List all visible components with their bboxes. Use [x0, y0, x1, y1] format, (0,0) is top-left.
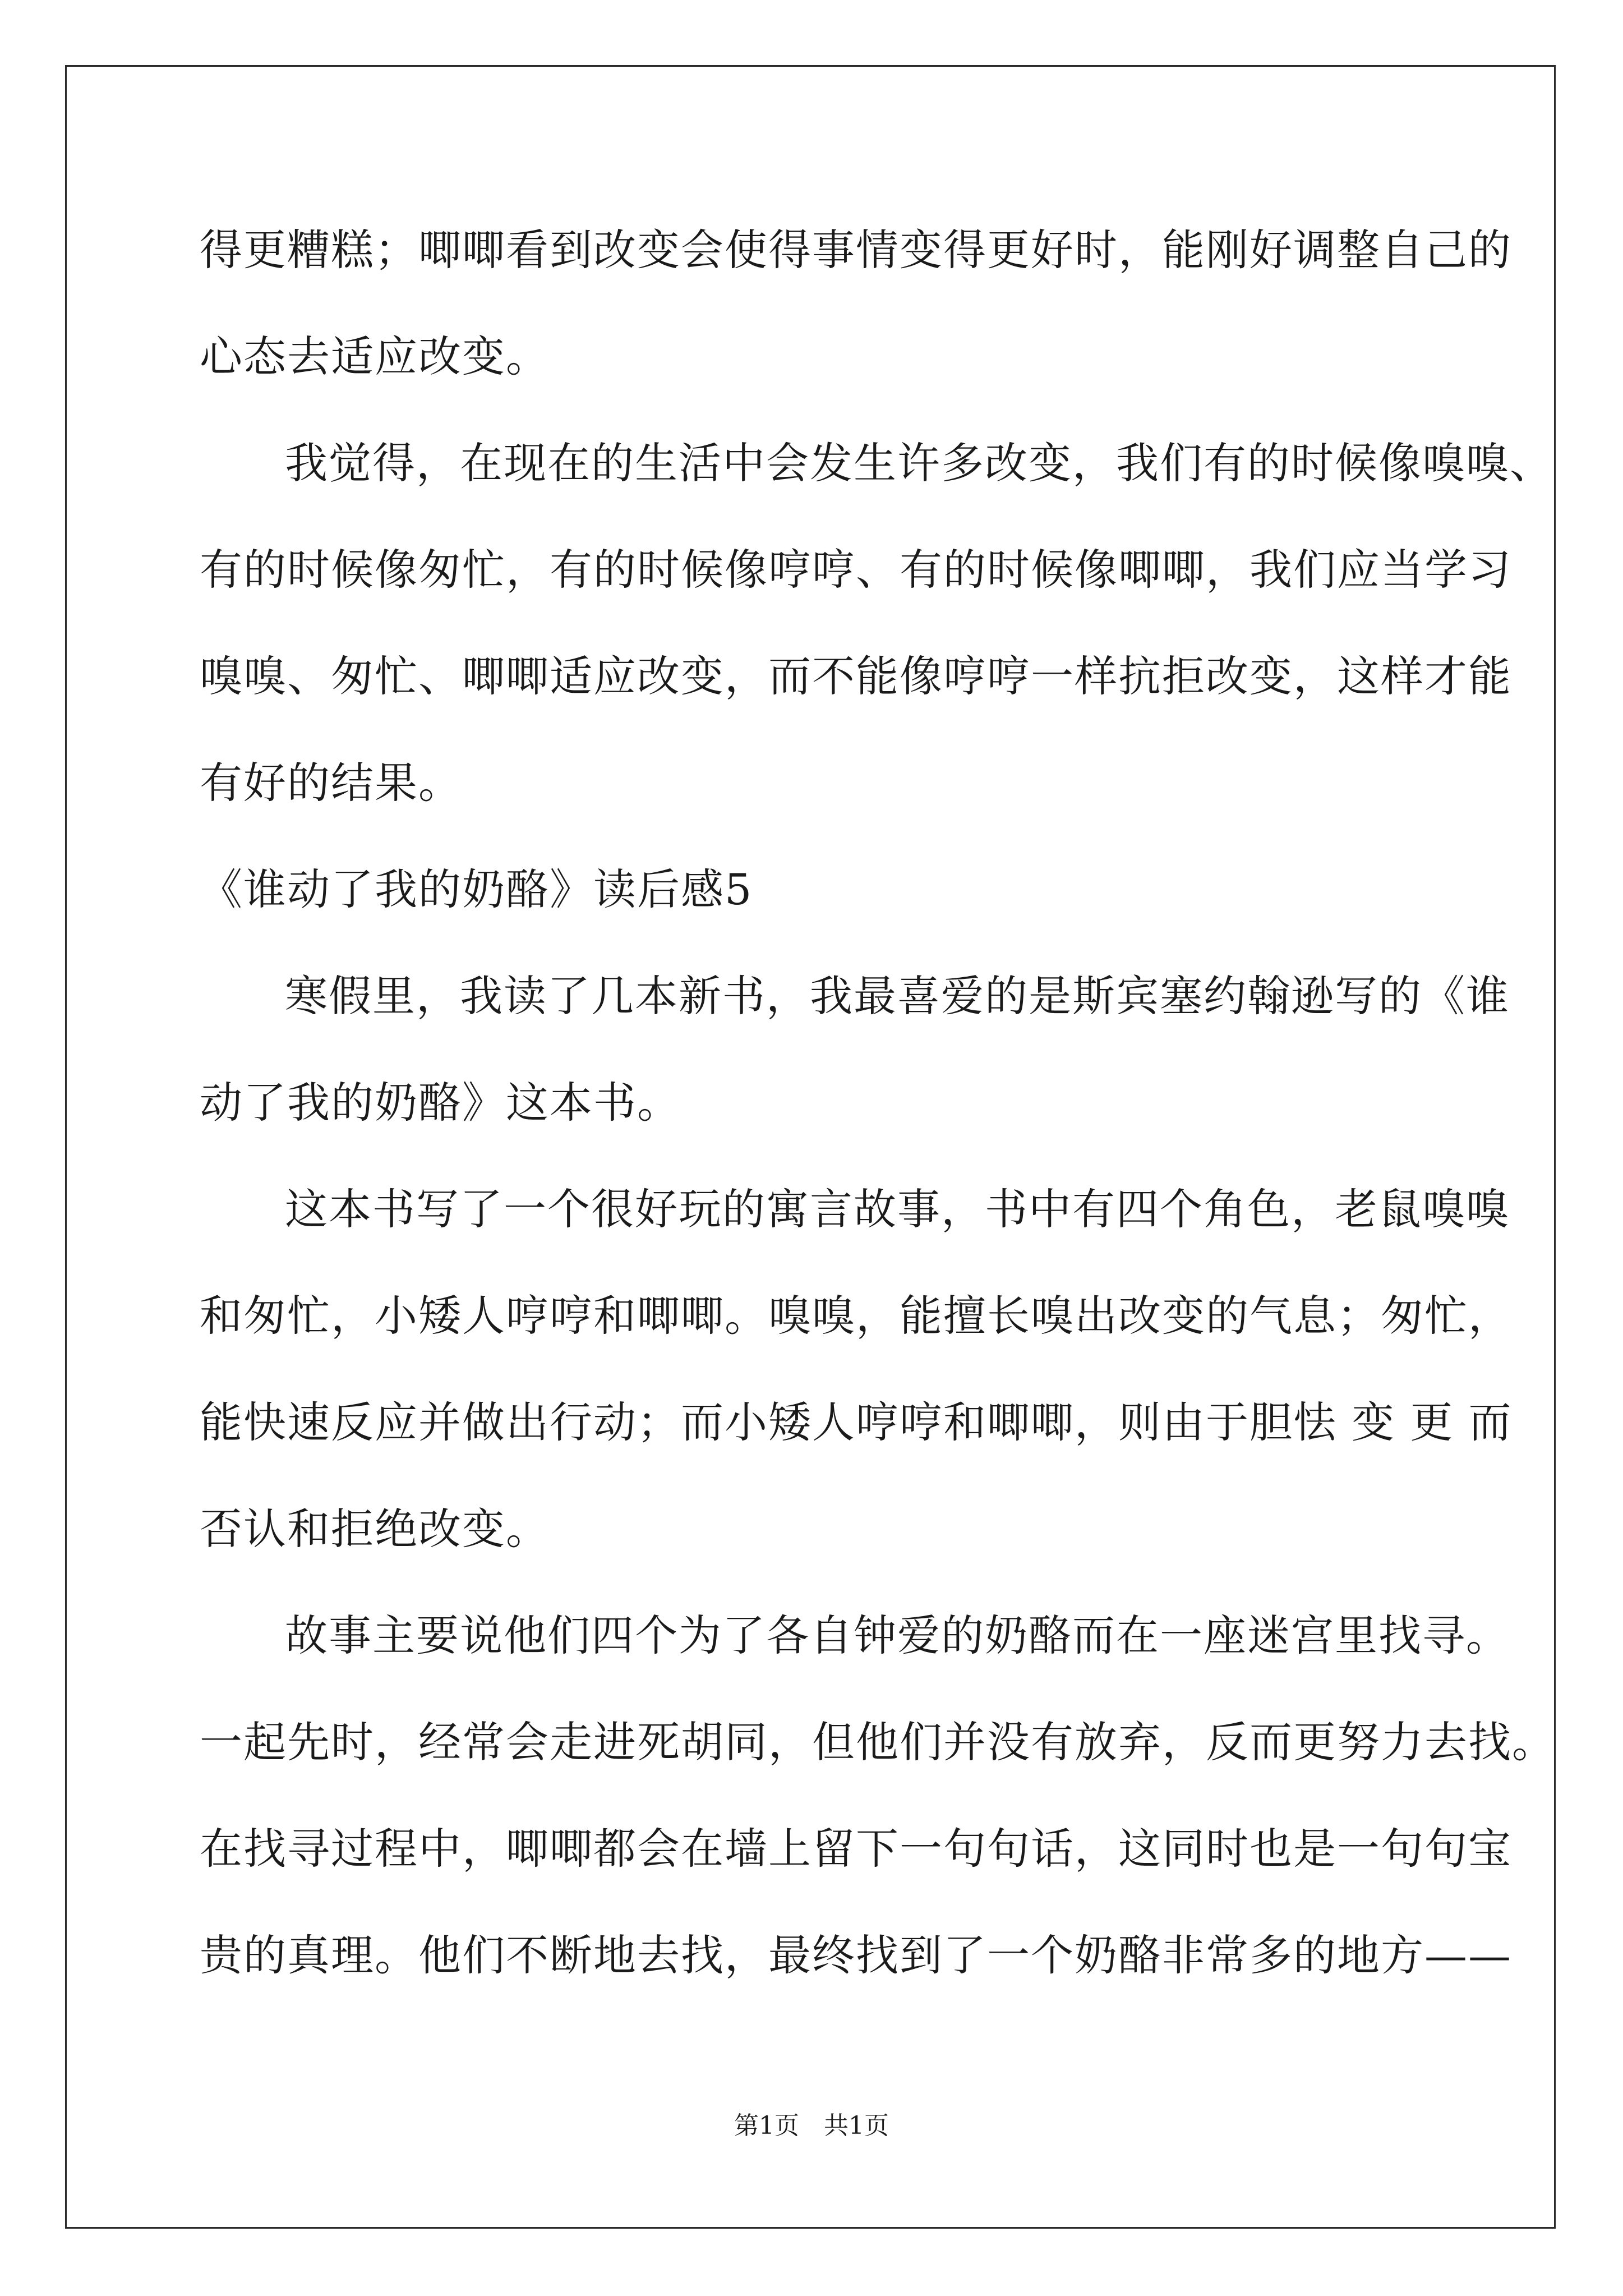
text-line: 一起先时，经常会走进死胡同，但他们并没有放弃，反而更努力去找。	[200, 1717, 1556, 1767]
paragraph-start: 这本书写了一个很好玩的寓言故事，书中有四个角色，老鼠嗅嗅	[285, 1184, 1510, 1234]
text-line: 否认和拒绝改变。	[200, 1504, 550, 1554]
section-heading: 《谁动了我的奶酪》读后感5	[200, 864, 753, 914]
paragraph-start: 我觉得，在现在的生活中会发生许多改变，我们有的时候像嗅嗅、	[285, 438, 1553, 488]
text-line: 得更糟糕；唧唧看到改变会使得事情变得更好时，能刚好调整自己的	[200, 225, 1512, 275]
text-line: 有好的结果。	[200, 758, 462, 808]
paragraph-start: 故事主要说他们四个为了各自钟爱的奶酪而在一座迷宫里找寻。	[285, 1611, 1510, 1660]
paragraph-start: 寒假里，我读了几本新书，我最喜爱的是斯宾塞约翰逊写的《谁	[285, 971, 1510, 1021]
document-body	[200, 205, 1556, 2017]
text-line: 能快速反应并做出行动；而小矮人哼哼和唧唧，则由于胆怯 变 更 而	[200, 1397, 1513, 1447]
text-line: 有的时候像匆忙，有的时候像哼哼、有的时候像唧唧，我们应当学习	[200, 545, 1512, 595]
text-line: 动了我的奶酪》这本书。	[200, 1078, 681, 1128]
text-line: 心态去适应改变。	[200, 332, 550, 381]
text-line: 和匆忙，小矮人哼哼和唧唧。嗅嗅，能擅长嗅出改变的气息；匆忙，	[200, 1291, 1512, 1341]
text-line: 嗅嗅、匆忙、唧唧适应改变，而不能像哼哼一样抗拒改变，这样才能	[200, 651, 1512, 701]
page-number: 第1页 共1页	[734, 2111, 889, 2140]
text-line: 在找寻过程中，唧唧都会在墙上留下一句句话，这同时也是一句句宝	[200, 1824, 1512, 1874]
text-line: 贵的真理。他们不断地去找，最终找到了一个奶酪非常多的地方——	[200, 1930, 1512, 1980]
